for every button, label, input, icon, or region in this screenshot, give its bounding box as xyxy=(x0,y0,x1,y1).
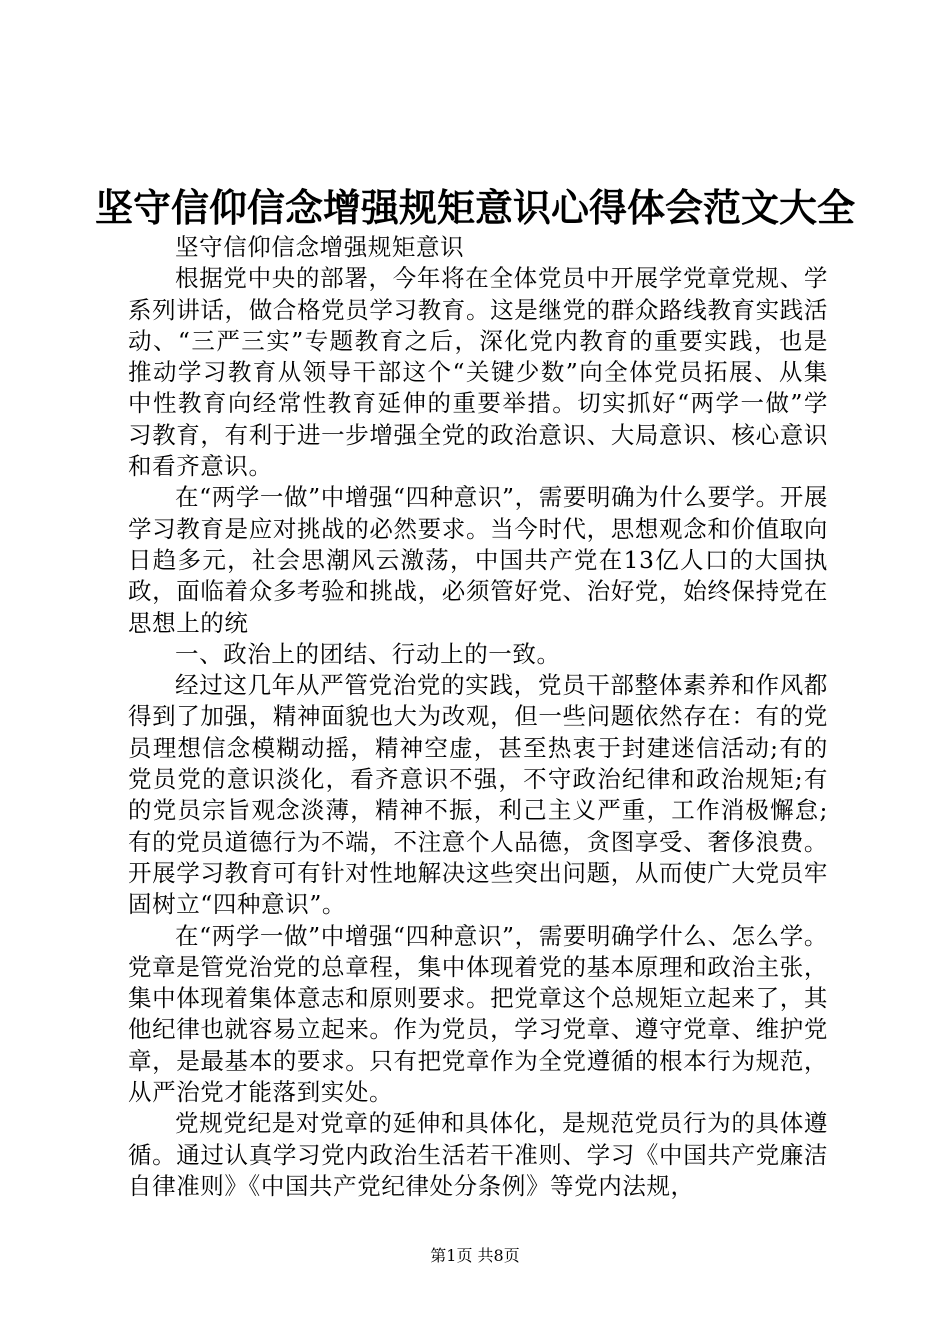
body-paragraph: 在“两学一做”中增强“四种意识”，需要明确学什么、怎么学。党章是管党治党的总章程，集中体现着党的基本原理和政治主张，集中体现着集体意志和原则要求。把党章这个总规矩立起来了，其他纪律也就容易立起来。作为党员，学习党章、遵守党章、维护党章，是最基本的要求。只有把党章作为全党遵循的根本行为规范，从严治党才能落到实处。 xyxy=(128,921,828,1107)
page-number-footer: 第1页 共8页 xyxy=(430,1246,520,1265)
document-body xyxy=(128,232,828,1202)
body-paragraph: 在“两学一做”中增强“四种意识”，需要明确为什么要学。开展学习教育是应对挑战的必然要求。当今时代，思想观念和价值取向日趋多元，社会思潮风云激荡，中国共产党在13亿人口的大国执政，面临着众多考验和挑战，必须管好党、治好党，始终保持党在思想上的统 xyxy=(128,483,828,637)
body-paragraph: 党规党纪是对党章的延伸和具体化，是规范党员行为的具体遵循。通过认真学习党内政治生活若干准则、学习《中国共产党廉洁自律准则》《中国共产党纪律处分条例》等党内法规， xyxy=(128,1109,828,1200)
document-title: 坚守信仰信念增强规矩意识心得体会范文大全 xyxy=(94,185,855,230)
body-paragraph: 经过这几年从严管党治党的实践，党员干部整体素养和作风都得到了加强，精神面貌也大为改观，但一些问题依然存在：有的党员理想信念模糊动摇，精神空虚，甚至热衷于封建迷信活动;有的党员党的意识淡化，看齐意识不强，不守政治纪律和政治规矩;有的党员宗旨观念淡薄，精神不振，利己主义严重，工作消极懈怠;有的党员道德行为不端，不注意个人品德，贪图享受、奢侈浪费。开展学习教育可有针对性地解决这些突出问题，从而使广大党员牢固树立“四种意识”。 xyxy=(128,671,828,919)
subtitle-paragraph: 坚守信仰信念增强规矩意识 xyxy=(175,233,465,261)
body-paragraph: 根据党中央的部署，今年将在全体党员中开展学党章党规、学系列讲话，做合格党员学习教育。这是继党的群众路线教育实践活动、“三严三实”专题教育之后，深化党内教育的重要实践，也是推动学习教育从领导干部这个“关键少数”向全体党员拓展、从集中性教育向经常性教育延伸的重要举措。切实抓好“两学一做”学习教育，有利于进一步增强全党的政治意识、大局意识、核心意识和看齐意识。 xyxy=(128,264,828,481)
section-heading-paragraph: 一、政治上的团结、行动上的一致。 xyxy=(175,639,561,668)
